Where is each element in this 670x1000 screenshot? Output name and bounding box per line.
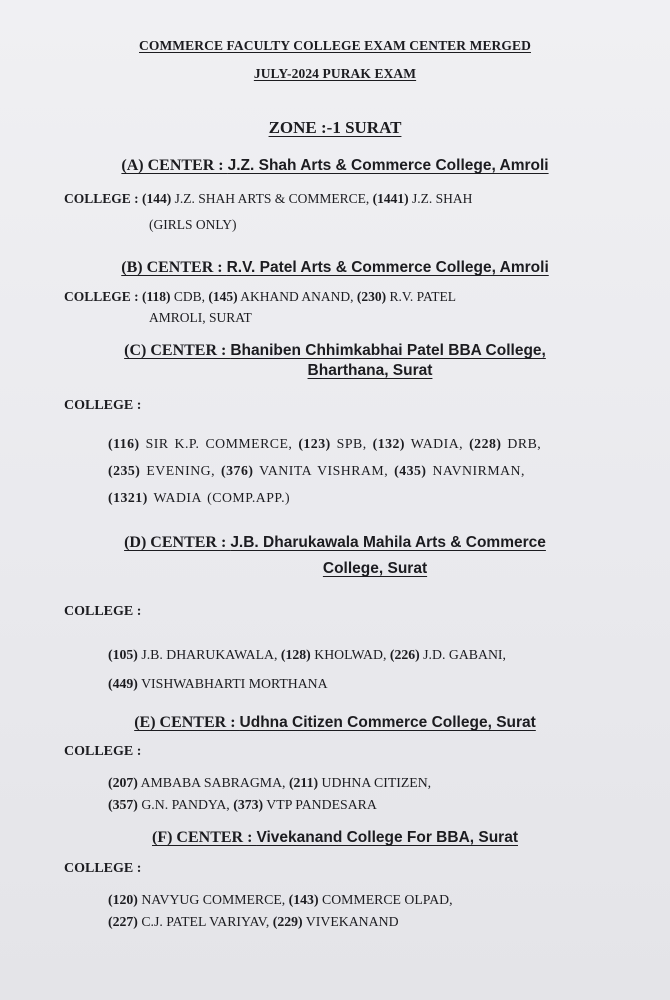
college-code: (143) (288, 892, 319, 907)
college-code: (1441) (372, 191, 409, 206)
college-name: VISHWABHARTI MORTHANA (137, 676, 328, 691)
college-name: AMROLI, SURAT (149, 310, 252, 325)
college-name: C.J. PATEL VARIYAV, (137, 914, 273, 929)
college-name: VANITA VISHRAM, (253, 463, 395, 478)
college-code: (128) (280, 647, 311, 662)
center-b-prefix: (B) CENTER : (121, 259, 227, 276)
zone-heading: ZONE :-1 SURAT (268, 118, 402, 137)
center-d-prefix: (D) CENTER : (124, 534, 231, 551)
center-e-name: Udhna Citizen Commerce College, Surat (239, 714, 536, 731)
center-a-prefix: (A) CENTER : (121, 157, 228, 174)
center-c-prefix: (C) CENTER : (124, 342, 231, 359)
college-code: (207) (108, 775, 138, 790)
center-e-heading (0, 713, 670, 733)
college-code: (226) (389, 647, 420, 662)
center-d-colleges (108, 640, 630, 698)
college-name: VTP PANDESARA (263, 797, 377, 812)
college-name: UDHNA CITIZEN, (318, 775, 432, 790)
center-a-colleges (64, 186, 630, 238)
center-f-colleges (108, 889, 630, 933)
college-code: (118) (142, 289, 171, 304)
college-name: SIR K.P. COMMERCE, (139, 436, 299, 451)
college-code: (123) (298, 436, 331, 451)
college-name: DRB, (501, 436, 542, 451)
center-c-heading (0, 341, 670, 381)
center-d-college-label: COLLEGE : (64, 604, 142, 619)
college-code: (230) (356, 289, 387, 304)
college-name: J.B. DHARUKAWALA, (137, 647, 281, 662)
center-e-prefix: (E) CENTER : (134, 714, 240, 731)
college-code: (145) (208, 289, 238, 304)
college-code: (449) (108, 676, 138, 691)
college-name: SPB, (330, 436, 373, 451)
college-name: VIVEKANAND (302, 914, 399, 929)
center-e-college-label: COLLEGE : (64, 744, 142, 759)
college-label: COLLEGE : (64, 191, 143, 206)
college-name: CDB, (170, 289, 209, 304)
center-f-prefix: (F) CENTER : (152, 829, 257, 846)
college-name: J.Z. SHAH (408, 191, 473, 206)
college-code: (373) (233, 797, 264, 812)
center-f-name: Vivekanand College For BBA, Surat (256, 829, 518, 846)
center-f-college-label: COLLEGE : (64, 861, 142, 876)
college-code: (227) (108, 914, 138, 929)
center-c-name-line1: Bhaniben Chhimkabhai Patel BBA College, (230, 342, 546, 359)
college-code: (105) (108, 647, 138, 662)
center-f-heading (0, 828, 670, 848)
college-code: (120) (108, 892, 138, 907)
college-name: AMBABA SABRAGMA, (137, 775, 289, 790)
college-name: R.V. PATEL (386, 289, 456, 304)
college-code: (211) (288, 775, 319, 790)
college-name: COMMERCE OLPAD, (318, 892, 453, 907)
college-name: KHOLWAD, (310, 647, 390, 662)
college-name: J.D. GABANI, (419, 647, 506, 662)
college-name: WADIA (COMP.APP.) (147, 490, 291, 505)
college-code: (376) (221, 463, 254, 478)
document-subtitle: JULY-2024 PURAK EXAM (253, 66, 417, 81)
center-b-name: R.V. Patel Arts & Commerce College, Amroli (226, 259, 549, 276)
college-code: (235) (108, 463, 141, 478)
college-code: (132) (372, 436, 405, 451)
college-label: COLLEGE : (64, 289, 143, 304)
college-code: (116) (108, 436, 140, 451)
center-b-heading (0, 258, 670, 278)
college-name: WADIA, (405, 436, 470, 451)
center-e-colleges (108, 772, 630, 816)
center-c-name-line2: Bharthana, Surat (307, 362, 433, 379)
center-c-colleges (108, 430, 630, 511)
center-d-name-line2: College, Surat (322, 560, 428, 577)
college-code: (1321) (108, 490, 148, 505)
center-d-heading (0, 530, 670, 582)
college-name: EVENING, (140, 463, 222, 478)
college-name: (GIRLS ONLY) (149, 217, 237, 232)
college-name: NAVNIRMAN, (426, 463, 525, 478)
center-c-college-label: COLLEGE : (64, 398, 142, 413)
college-code: (229) (272, 914, 303, 929)
college-code: (357) (108, 797, 138, 812)
college-code: (435) (394, 463, 427, 478)
college-name: NAVYUG COMMERCE, (137, 892, 289, 907)
center-a-name: J.Z. Shah Arts & Commerce College, Amroli (227, 157, 549, 174)
center-d-name-line1: J.B. Dharukawala Mahila Arts & Commerce (230, 534, 546, 551)
center-b-colleges (64, 286, 630, 328)
college-name: J.Z. SHAH ARTS & COMMERCE, (171, 191, 373, 206)
college-code: (144) (142, 191, 172, 206)
document-title: COMMERCE FACULTY COLLEGE EXAM CENTER MERGED (139, 38, 531, 53)
center-a-heading (0, 156, 670, 176)
college-code: (228) (469, 436, 502, 451)
college-name: G.N. PANDYA, (137, 797, 234, 812)
college-name: AKHAND ANAND, (237, 289, 357, 304)
